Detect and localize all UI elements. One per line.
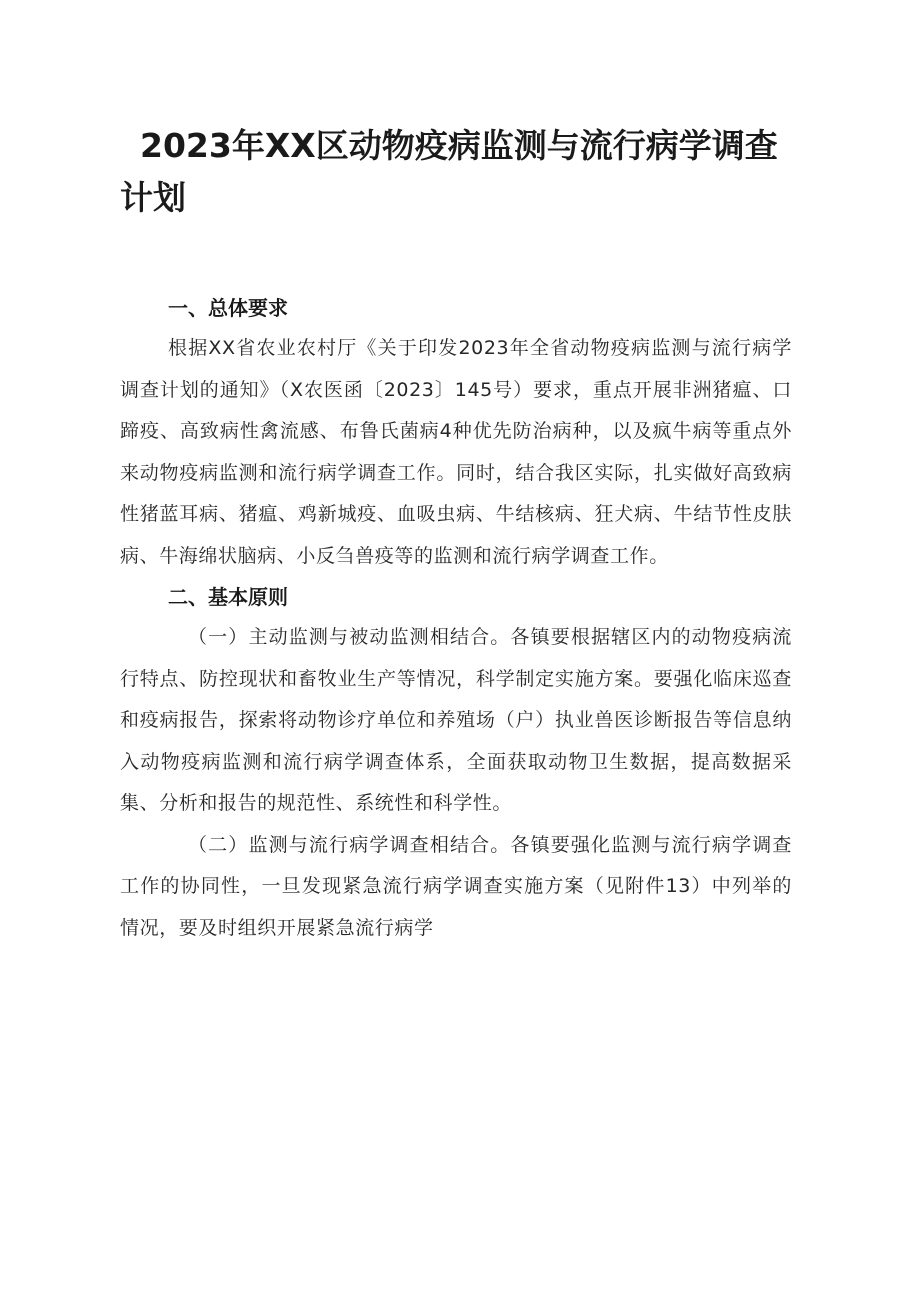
document-body: [120, 288, 792, 949]
section-general-requirements: [120, 288, 792, 577]
paragraph: （一）主动监测与被动监测相结合。各镇要根据辖区内的动物疫病流行特点、防控现状和畜牧业生产等情况，科学制定实施方案。要强化临床巡查和疫病报告，探索将动物诊疗单位和养殖场（户）执业兽医诊断报告等信息纳入动物疫病监测和流行病学调查体系，全面获取动物卫生数据，提高数据采集、分析和报告的规范性、系统性和科学性。: [120, 626, 792, 814]
section-heading: 二、基本原则: [168, 585, 288, 609]
section-heading: 一、总体要求: [168, 296, 288, 320]
paragraph: 根据XX省农业农村厅《关于印发2023年全省动物疫病监测与流行病学调查计划的通知》（X农医函〔2023〕145号）要求，重点开展非洲猪瘟、口蹄疫、高致病性禽流感、布鲁氏菌病4种优先防治病种，以及疯牛病等重点外来动物疫病监测和流行病学调查工作。同时，结合我区实际，扎实做好高致病性猪蓝耳病、猪瘟、鸡新城疫、血吸虫病、牛结核病、狂犬病、牛结节性皮肤病、牛海绵状脑病、小反刍兽疫等的监测和流行病学调查工作。: [120, 337, 792, 567]
section-basic-principles: [120, 577, 792, 949]
document-title: 2023年XX区动物疫病监测与流行病学调查计划: [120, 126, 778, 217]
paragraph: （二）监测与流行病学调查相结合。各镇要强化监测与流行病学调查工作的协同性，一旦发现紧急流行病学调查实施方案（见附件13）中列举的情况，要及时组织开展紧急流行病学: [120, 833, 792, 939]
